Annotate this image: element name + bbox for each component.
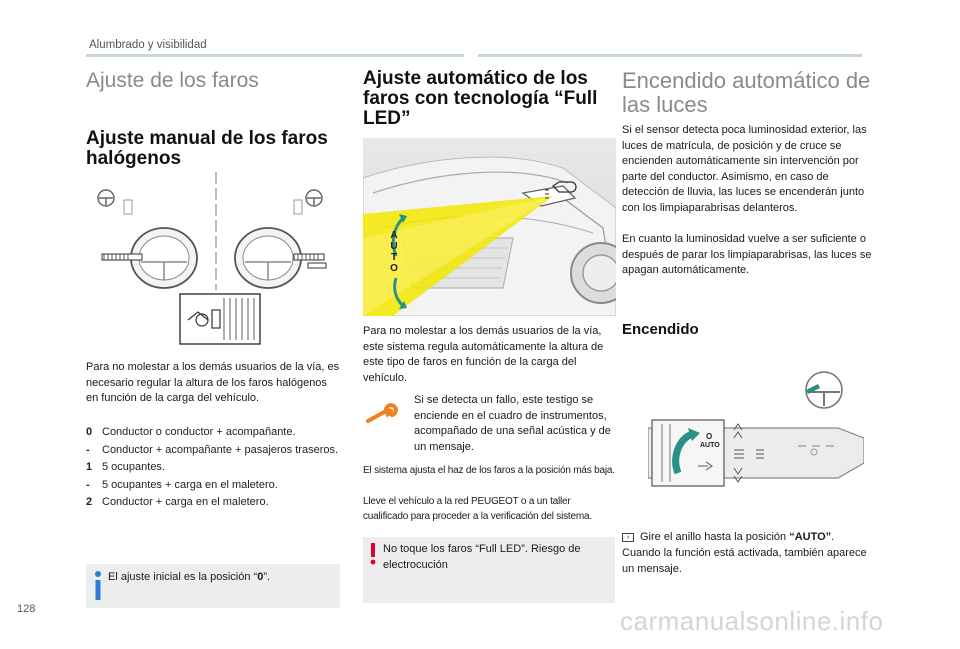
system-note: El sistema ajusta el haz de los faros a la posición más baja.: [363, 465, 615, 476]
info-icon: [94, 570, 102, 600]
info-box: El ajuste inicial es la posición “0”.: [86, 564, 340, 608]
page-number: 128: [17, 603, 36, 615]
full-led-beam-illustration: [363, 138, 616, 316]
small-wheel-icon-left: [98, 190, 132, 214]
header-rule: [86, 54, 464, 57]
lighting-stalk-illustration: [648, 368, 864, 494]
section-title: Alumbrado y visibilidad: [89, 39, 207, 51]
list-item: 0 Conductor o conductor + acompañante.: [86, 426, 296, 438]
exclamation-icon: [369, 543, 377, 565]
auto-label: A U T O: [390, 230, 398, 274]
watermark: carmanualsonline.info: [620, 606, 884, 636]
list-item: - Conductor + acompañante + pasajeros traseros.: [86, 443, 339, 456]
column2-intro: Para no molestar a los demás usuarios de la vía, este sistema regula automáticamente la altura de este tipo de faros en función de la carga del vehículo.: [363, 325, 604, 384]
warning-text: No toque los faros “Full LED”. Riesgo de electrocución: [383, 543, 581, 571]
encendido-step: › Gire el anillo hasta la posición “AUTO”.: [622, 530, 872, 546]
warning-box: [363, 537, 615, 603]
headlamp-height-dial: [180, 294, 260, 344]
encendido-step-note: Cuando la función está activada, también aparece un mensaje.: [622, 547, 867, 575]
load-positions-list: [86, 425, 342, 511]
column3-intro-2: En cuanto la luminosidad vuelve a ser suficiente o después de parar los limpiaparabrisas, las luces se apagan automáticamente.: [622, 233, 872, 276]
list-item: 1 5 ocupantes.: [86, 461, 165, 473]
encendido-subtitle: Encendido: [622, 321, 699, 338]
column2-title: Ajuste automático de los faros con tecnología “Full LED”: [363, 68, 598, 129]
steering-wheel-left: [102, 228, 197, 288]
small-wheel-icon: [806, 372, 842, 408]
column3-intro: Si el sensor detecta poca luminosidad exterior, las luces de matrícula, de posición y de cruce se encienden automáticamente sin intervención por parte del conductor. Asimismo, en caso de detección de lluvia, las luces se encenderán junto con los limpiaparabrisas delanteros.: [622, 124, 867, 214]
initial-position-value: 0: [257, 571, 264, 583]
fault-warning-text: Si se detecta un fallo, este testigo se enciende en el cuadro de instrumentos, acompañado de una señal acústica y de un mensaje.: [414, 394, 611, 453]
column1-title: Ajuste de los faros: [86, 69, 259, 92]
list-item: - 5 ocupantes + carga en el maletero.: [86, 478, 278, 491]
small-wheel-icon-right: [294, 190, 322, 214]
header-rule: [478, 54, 862, 57]
wrench-icon: [366, 403, 398, 429]
column1-intro: Para no molestar a los demás usuarios de la vía, es necesario regular la altura de los faros halógenos en función de la carga del vehículo.: [86, 361, 340, 404]
column3-title: Encendido automático de las luces: [622, 68, 871, 118]
stalk-label-o: O: [706, 432, 713, 441]
column1-subtitle: Ajuste manual de los faros halógenos: [86, 128, 328, 169]
steering-wheel-right: [235, 228, 326, 288]
headlamp-adjust-illustration: [86, 170, 340, 345]
bullet-arrow-icon: ›: [622, 533, 634, 542]
list-item: 2 Conductor + carga en el maletero.: [86, 496, 269, 508]
stalk-label-auto: AUTO: [700, 442, 720, 449]
dealer-note: Lleve el vehículo a la red PEUGEOT o a un taller cualificado para proceder a la verificación del sistema.: [363, 496, 592, 522]
